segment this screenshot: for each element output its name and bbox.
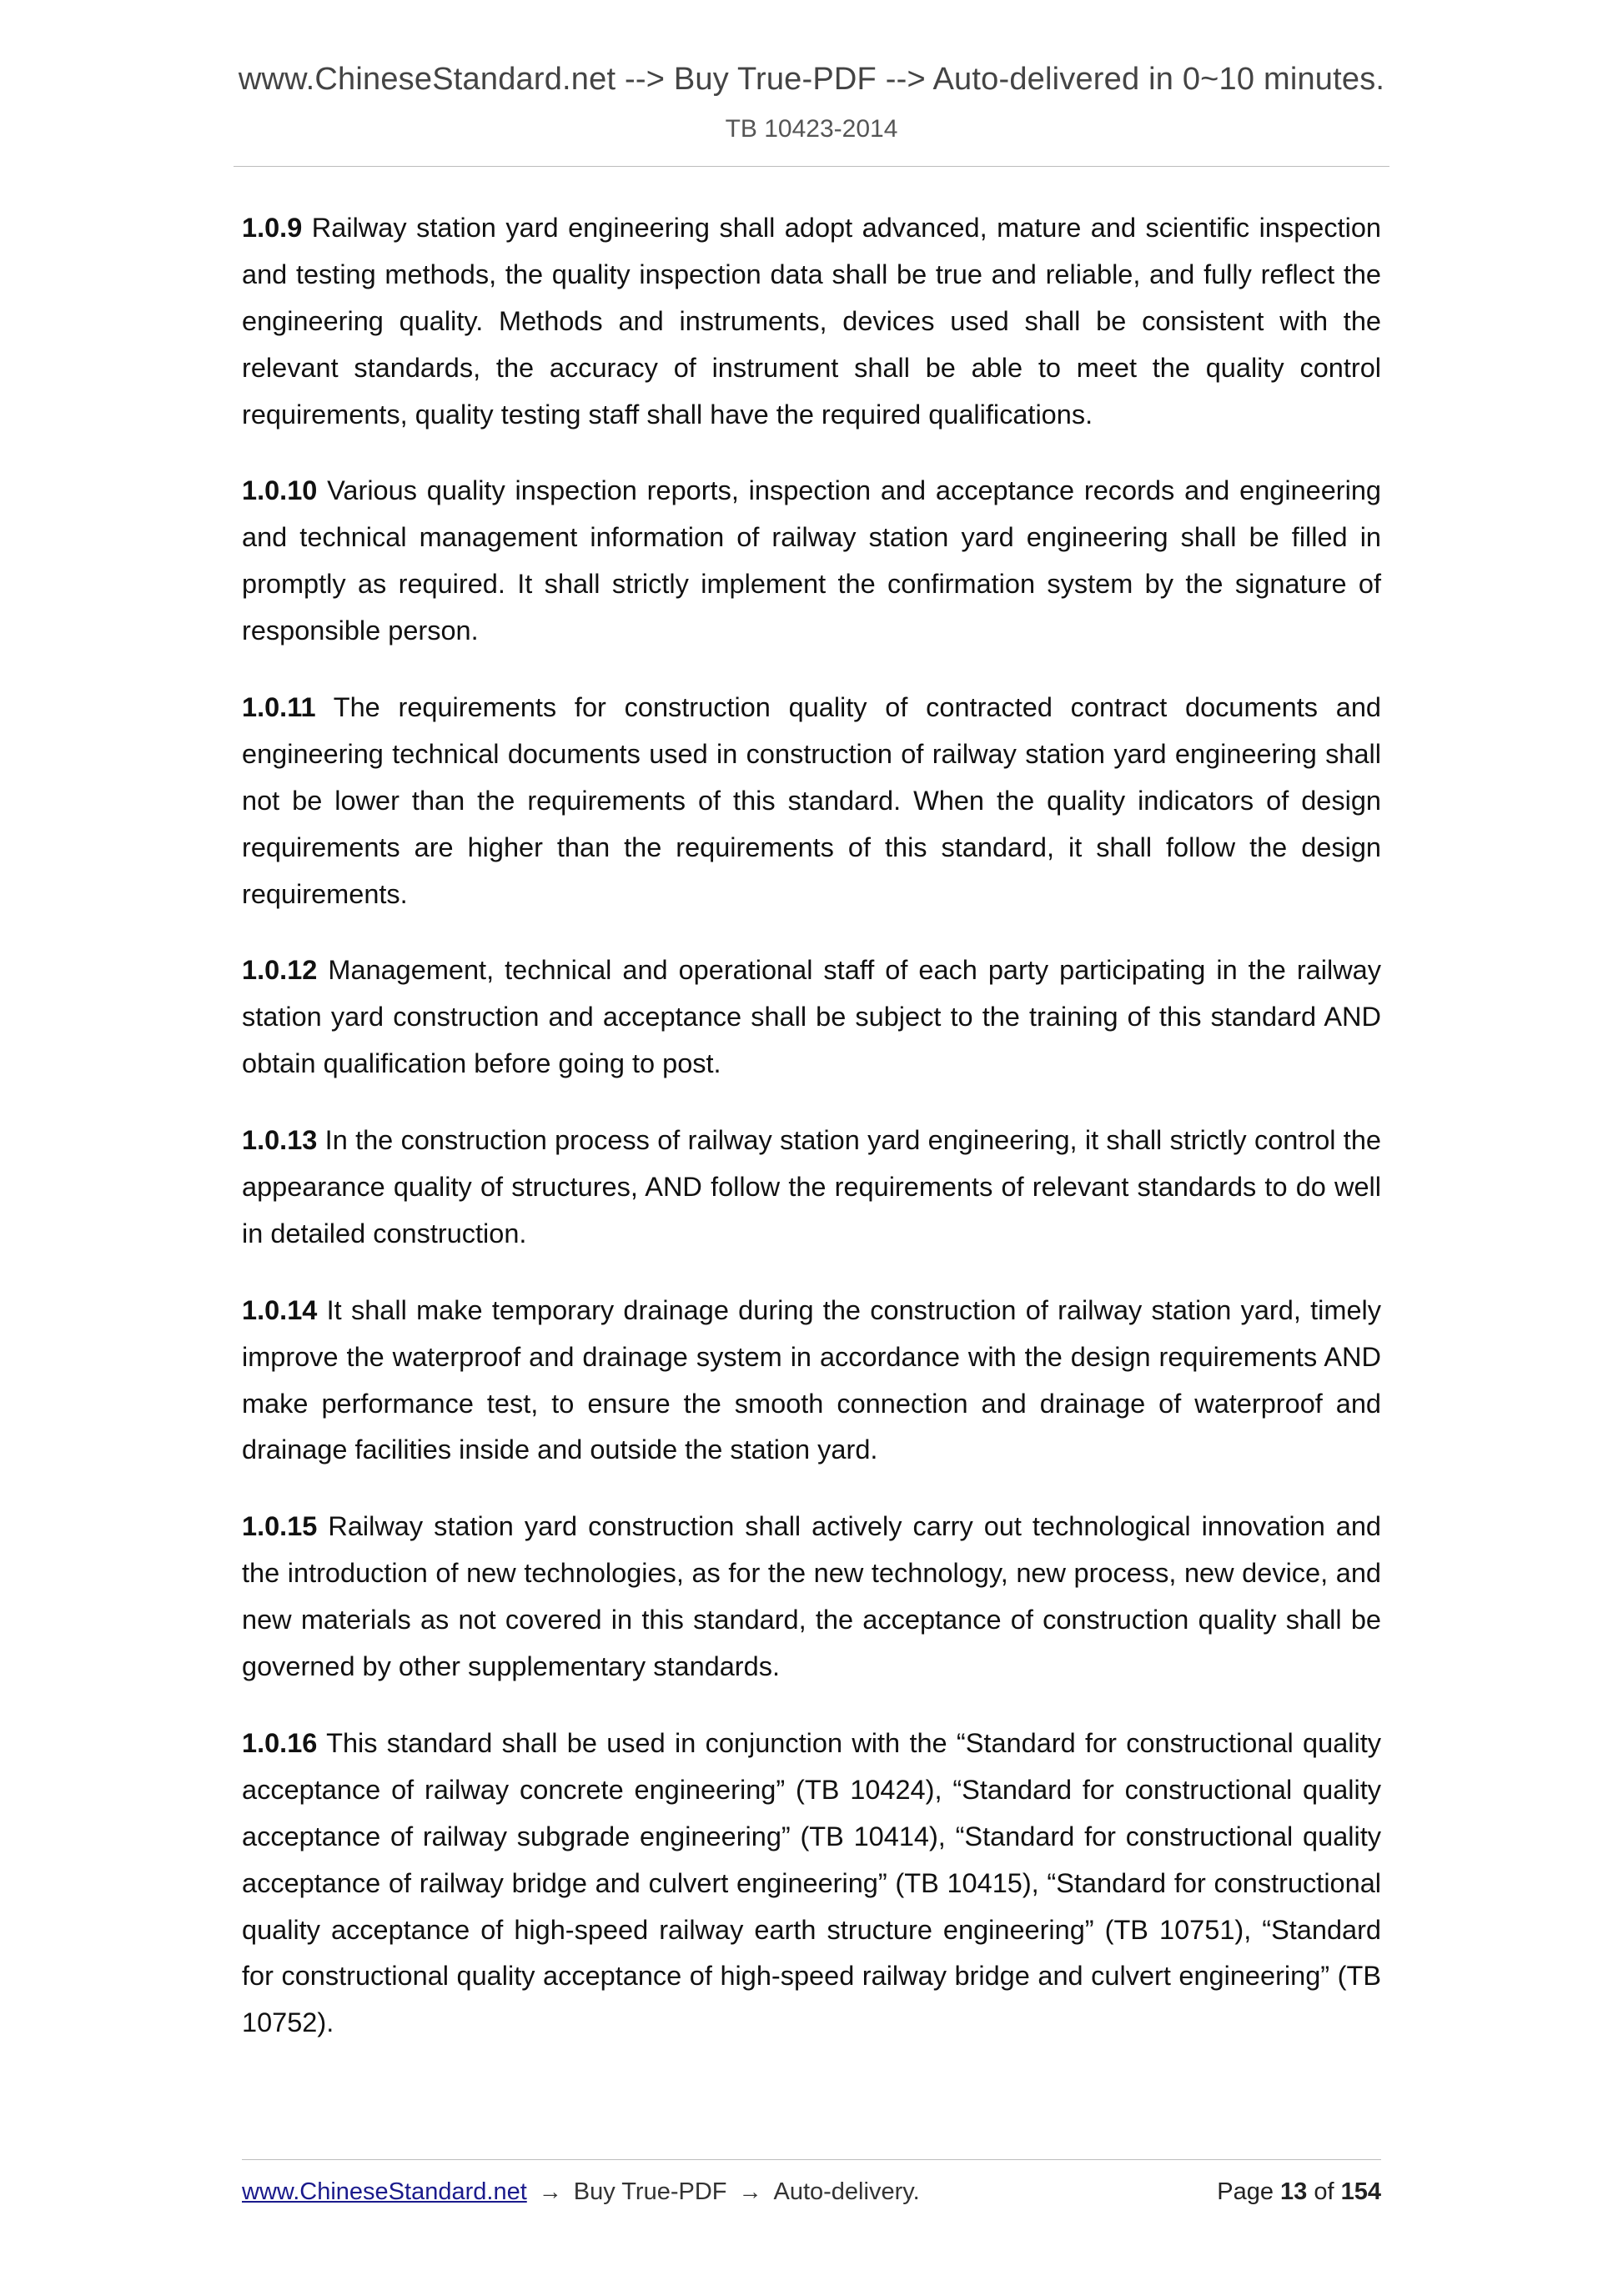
clause-number: 1.0.14 [242,1294,318,1325]
footer-delivery-label: Auto-delivery. [773,2178,920,2205]
clause-text: This standard shall be used in conjunction with the “Standard for constructional quality acceptance of railway concrete engineering” (TB 10424), “Standard for constructional quality acceptance of railway subgrade engineering” (TB 10414), “Standard for constructional quality acceptance of railway bridge and culvert engineering” (TB 10415), “Standard for constructional quality acceptance of high-speed railway earth structure engineering” (TB 10751), “Standard for constructional quality acceptance of high-speed railway bridge and culvert engineering” (TB 10752). [242,1727,1381,2038]
clause-paragraph [242,947,1381,1088]
clause-paragraph [242,1504,1381,1691]
clause-text: Various quality inspection reports, inspection and acceptance records and engineering and technical management information of railway station yard engineering shall be filled in promptly as required. It shall strictly implement the confirmation system by the signature of responsible person. [242,475,1381,646]
page-total: 154 [1340,2178,1381,2205]
clause-text: In the construction process of railway station yard engineering, it shall strictly control the appearance quality of structures, AND follow the requirements of relevant standards to do well in detailed construction. [242,1125,1381,1248]
page-number-indicator [1217,2178,1381,2206]
footer-divider [242,2159,1381,2160]
clause-text: It shall make temporary drainage during the construction of railway station yard, timely improve the waterproof and drainage system in accordance with the design requirements AND make performance test, to ensure the smooth connection and drainage of waterproof and drainage facilities inside and outside the station yard. [242,1294,1381,1465]
footer-buy-label: Buy True-PDF [573,2178,727,2205]
clause-paragraph [242,1118,1381,1258]
page-header [0,0,1623,144]
page-of-label: of [1314,2178,1334,2205]
clause-number: 1.0.13 [242,1125,318,1156]
page-current: 13 [1280,2178,1308,2205]
clause-number: 1.0.9 [242,213,303,243]
clause-number: 1.0.10 [242,475,318,506]
arrow-right-icon: → [738,2178,762,2204]
clause-paragraph [242,1721,1381,2047]
clause-number: 1.0.11 [242,692,316,723]
page-label: Page [1217,2178,1274,2205]
clause-paragraph [242,685,1381,917]
clause-text: Railway station yard construction shall actively carry out technological innovation and the introduction of new technologies, as for the new technology, new process, new device, and new materials as not covered in this standard, the acceptance of construction quality shall be governed by other supplementary standards. [242,1511,1381,1682]
header-promo-text: www.ChineseStandard.net --> Buy True-PDF --> Auto-delivered in 0~10 minutes. [238,62,1385,97]
footer-website-link[interactable]: www.ChineseStandard.net [242,2178,527,2205]
clause-paragraph [242,1288,1381,1475]
header-standard-code: TB 10423-2014 [725,114,898,143]
clause-number: 1.0.12 [242,955,318,986]
clause-paragraph [242,468,1381,655]
clause-number: 1.0.16 [242,1727,318,1758]
arrow-right-icon: → [538,2178,562,2204]
clause-text: The requirements for construction quality of contracted contract documents and engineering technical documents used in construction of railway station yard engineering shall not be lower than the requirements of this standard. When the quality indicators of design requirements are higher than the requirements of this standard, it shall follow the design requirements. [242,692,1381,909]
document-body [242,167,1381,2047]
clause-text: Railway station yard engineering shall adopt advanced, mature and scientific inspection and testing methods, the quality inspection data shall be true and reliable, and fully reflect the engineering quality. Methods and instruments, devices used shall be consistent with the relevant standards, the accuracy of instrument shall be able to meet the quality control requirements, quality testing staff shall have the required qualifications. [242,213,1381,430]
page-footer [242,2159,1381,2206]
clause-number: 1.0.15 [242,1511,318,1542]
clause-text: Management, technical and operational staff of each party participating in the railway station yard construction and acceptance shall be subject to the training of this standard AND obtain qualification before going to post. [242,955,1381,1079]
clause-paragraph [242,205,1381,438]
